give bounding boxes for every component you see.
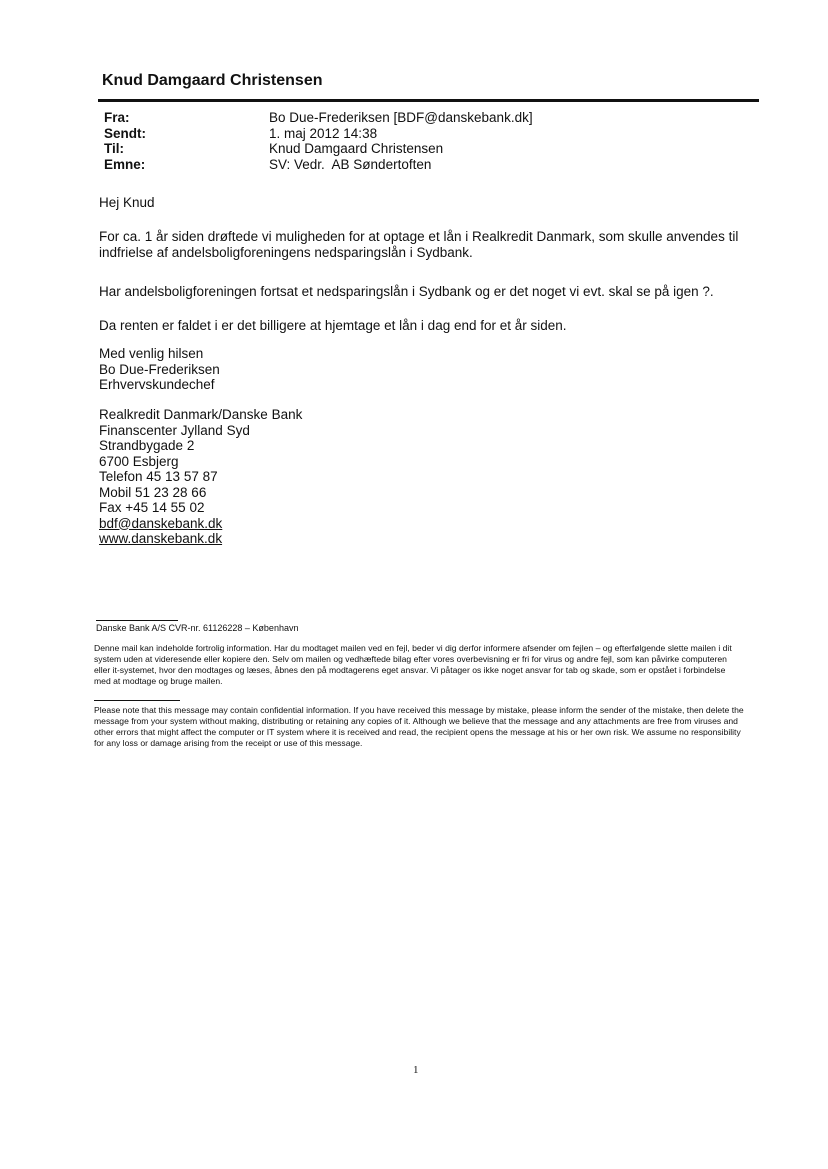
body-paragraph-2: Har andelsboligforeningen fortsat et nedsparingslån i Sydbank og er det noget vi evt. skal se på igen ?.: [99, 284, 714, 299]
email-header: [104, 110, 533, 172]
address-center: Finanscenter Jylland Syd: [99, 422, 250, 438]
address-mobile: Mobil 51 23 28 66: [99, 484, 207, 500]
address-city: 6700 Esbjerg: [99, 453, 179, 469]
subject-value: SV: Vedr. AB Søndertoften: [269, 156, 432, 172]
address-company: Realkredit Danmark/Danske Bank: [99, 407, 303, 422]
footer-divider: [96, 620, 178, 621]
address-phone: Telefon 45 13 57 87: [99, 469, 218, 484]
subject-row: [104, 157, 533, 173]
to-value: Knud Damgaard Christensen: [269, 141, 444, 156]
email-link[interactable]: bdf@danskebank.dk: [99, 515, 223, 531]
address-fax: Fax +45 14 55 02: [99, 500, 205, 515]
body-paragraph-1: For ca. 1 år siden drøftede vi muligheden for at optage et lån i Realkredit Danmark, som skulle anvendes til indfrielse af andelsboligforeningens nedsparingslån i Sydbank.: [99, 229, 739, 260]
from-value: Bo Due-Frederiksen [BDF@danskebank.dk]: [269, 110, 533, 125]
to-row: [104, 141, 533, 157]
to-label: Til:: [104, 141, 124, 156]
disclaimer-english: Please note that this message may contain confidential information. If you have received this message by mistake, please inform the sender of the mistake, then delete the message from your system without making, distributing or retaining any copies of it. Although we believe that the message and any attachments are free from viruses and other errors that might affect the computer or IT system where it is received and read, the recipient opens the message at his or her own risk. We assume no responsibility for any loss or damage arising from the receipt or use of this message.: [94, 705, 744, 748]
website-link[interactable]: www.danskebank.dk: [99, 531, 223, 546]
address-street: Strandbygade 2: [99, 438, 195, 453]
body-paragraph-3: Da renten er faldet i er det billigere at hjemtage et lån i dag end for et år siden.: [99, 318, 567, 333]
disclaimer-divider: [94, 700, 180, 701]
sent-value: 1. maj 2012 14:38: [269, 125, 378, 141]
sent-label: Sendt:: [104, 125, 146, 141]
signature-closing: Med venlig hilsen: [99, 346, 204, 361]
greeting: Hej Knud: [99, 195, 155, 210]
signature-name: Bo Due-Frederiksen: [99, 361, 220, 377]
title-divider: [98, 99, 759, 102]
signature-position: Erhvervskundechef: [99, 377, 215, 392]
subject-label: Emne:: [104, 156, 146, 172]
address-block: [99, 407, 302, 547]
disclaimer-danish: Denne mail kan indeholde fortrolig information. Har du modtaget mailen ved en fejl, beder vi dig derfor informere afsender om fejlen – og efterfølgende slette mailen i dit system uden at videresende eller kopiere den. Selv om mailen og vedhæftede bilag efter vores overbevisning er fri for virus og andre fejl, som kan påvirke computeren eller it-systemet, hvor den modtages og læses, åbnes den på modtagerens eget ansvar. Vi påtager os ikke noget ansvar for tab og skade, som er opstået i forbindelse med at modtage og bruge mailen.: [94, 643, 732, 686]
footer-company-line: Danske Bank A/S CVR-nr. 61126228 – København: [96, 623, 299, 633]
from-label: Fra:: [104, 110, 130, 125]
page-title: Knud Damgaard Christensen: [102, 72, 323, 89]
sent-row: [104, 126, 533, 142]
page-number: 1: [413, 1064, 419, 1076]
from-row: [104, 110, 533, 126]
signature: [99, 346, 220, 393]
